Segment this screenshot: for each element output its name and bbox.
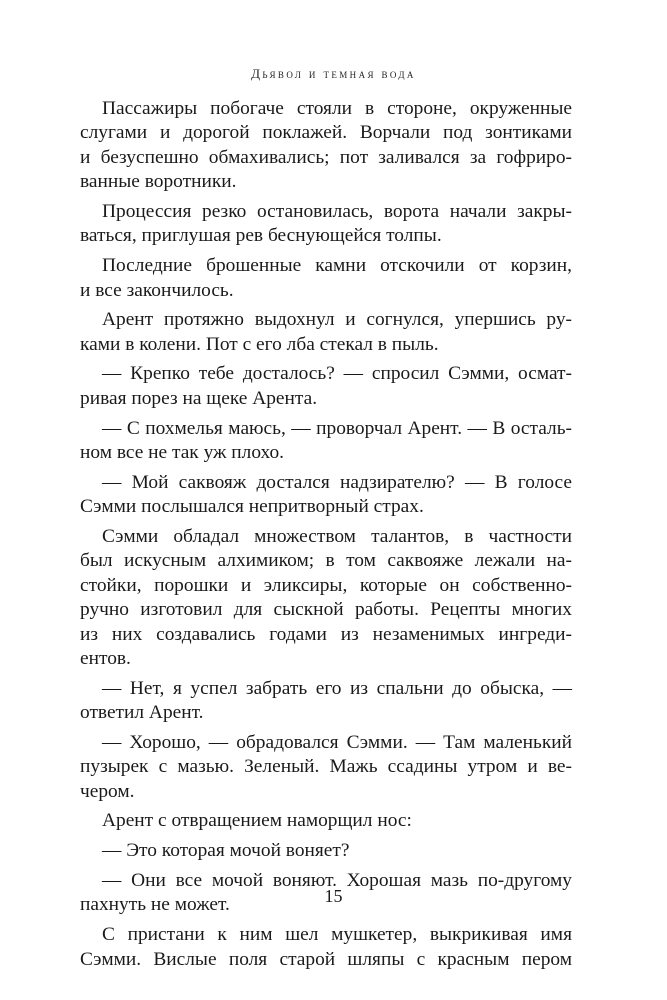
- paragraph: [80, 731, 572, 804]
- text-line: пахнуть не может.: [80, 894, 230, 916]
- text-line: Сэмми. Вислые поля старой шляпы с красным пером: [80, 948, 572, 970]
- text-line: — Хорошо, — обрадовался Сэмми. — Там маленький: [102, 731, 572, 753]
- paragraph: [80, 525, 572, 671]
- text-line: ками в колени. Пот с его лба стекал в пыль.: [80, 333, 439, 355]
- page-number: 15: [324, 886, 343, 906]
- text-line: ванные воротники.: [80, 171, 237, 193]
- text-line: Арент с отвращением наморщил нос:: [102, 810, 412, 832]
- text-line: — Это которая мочой воняет?: [102, 840, 350, 862]
- text-line: ответил Арент.: [80, 702, 204, 724]
- paragraph: [80, 254, 572, 303]
- paragraph: [80, 308, 572, 357]
- paragraph: [80, 839, 572, 863]
- text-line: слугами и дорогой поклажей. Ворчали под зонтиками: [80, 122, 572, 144]
- running-head: Дьявол и темная вода: [251, 66, 416, 81]
- text-line: Процессия резко остановилась, ворота начали закры-: [102, 200, 572, 222]
- text-line: чером.: [80, 780, 135, 802]
- paragraph: [80, 809, 572, 833]
- body-text: [80, 97, 572, 972]
- text-line: — С похмелья маюсь, — проворчал Арент. — В осталь-: [102, 417, 572, 439]
- text-line: ном все не так уж плохо.: [80, 442, 285, 464]
- text-line: из них создавались годами из незаменимых ингреди-: [80, 623, 572, 645]
- text-line: ваться, приглушая рев беснующейся толпы.: [80, 225, 442, 247]
- paragraph: [80, 417, 572, 466]
- text-line: Пассажиры побогаче стояли в стороне, окруженные: [102, 98, 572, 119]
- text-line: Сэмми обладал множеством талантов, в частности: [102, 525, 572, 547]
- paragraph: [80, 97, 572, 195]
- text-line: и безуспешно обмахивались; пот заливался за гофриро-: [80, 146, 572, 168]
- text-line: ривая порез на щеке Арента.: [80, 387, 318, 409]
- paragraph: [80, 923, 572, 972]
- text-line: Сэмми послышался непритворный страх.: [80, 496, 424, 518]
- text-line: — Мой саквояж достался надзирателю? — В голосе: [102, 471, 572, 493]
- text-line: и все закончилось.: [80, 279, 234, 301]
- paragraph: [80, 471, 572, 520]
- text-line: — Нет, я успел забрать его из спальни до обыска, —: [102, 677, 572, 699]
- paragraph: [80, 362, 572, 411]
- text-line: ручно изготовил для сыскной работы. Рецепты многих: [80, 599, 572, 621]
- text-line: ентов.: [80, 647, 131, 669]
- text-line: стойки, порошки и эликсиры, которые он собственно-: [80, 574, 572, 596]
- text-line: Последние брошенные камни отскочили от корзин,: [102, 255, 572, 277]
- paragraph: [80, 677, 572, 726]
- text-line: С пристани к ним шел мушкетер, выкрикивая имя: [102, 924, 572, 946]
- text-line: — Крепко тебе досталось? — спросил Сэмми, осмат-: [102, 363, 572, 385]
- text-line: пузырек с мазью. Зеленый. Мажь ссадины утром и ве-: [80, 756, 572, 778]
- text-line: Арент протяжно выдохнул и согнулся, упершись ру-: [102, 309, 572, 331]
- paragraph: [80, 200, 572, 249]
- text-line: был искусным алхимиком; в том саквояже лежали на-: [80, 550, 572, 572]
- text-line: — Они все мочой воняют. Хорошая мазь по-другому: [102, 870, 572, 892]
